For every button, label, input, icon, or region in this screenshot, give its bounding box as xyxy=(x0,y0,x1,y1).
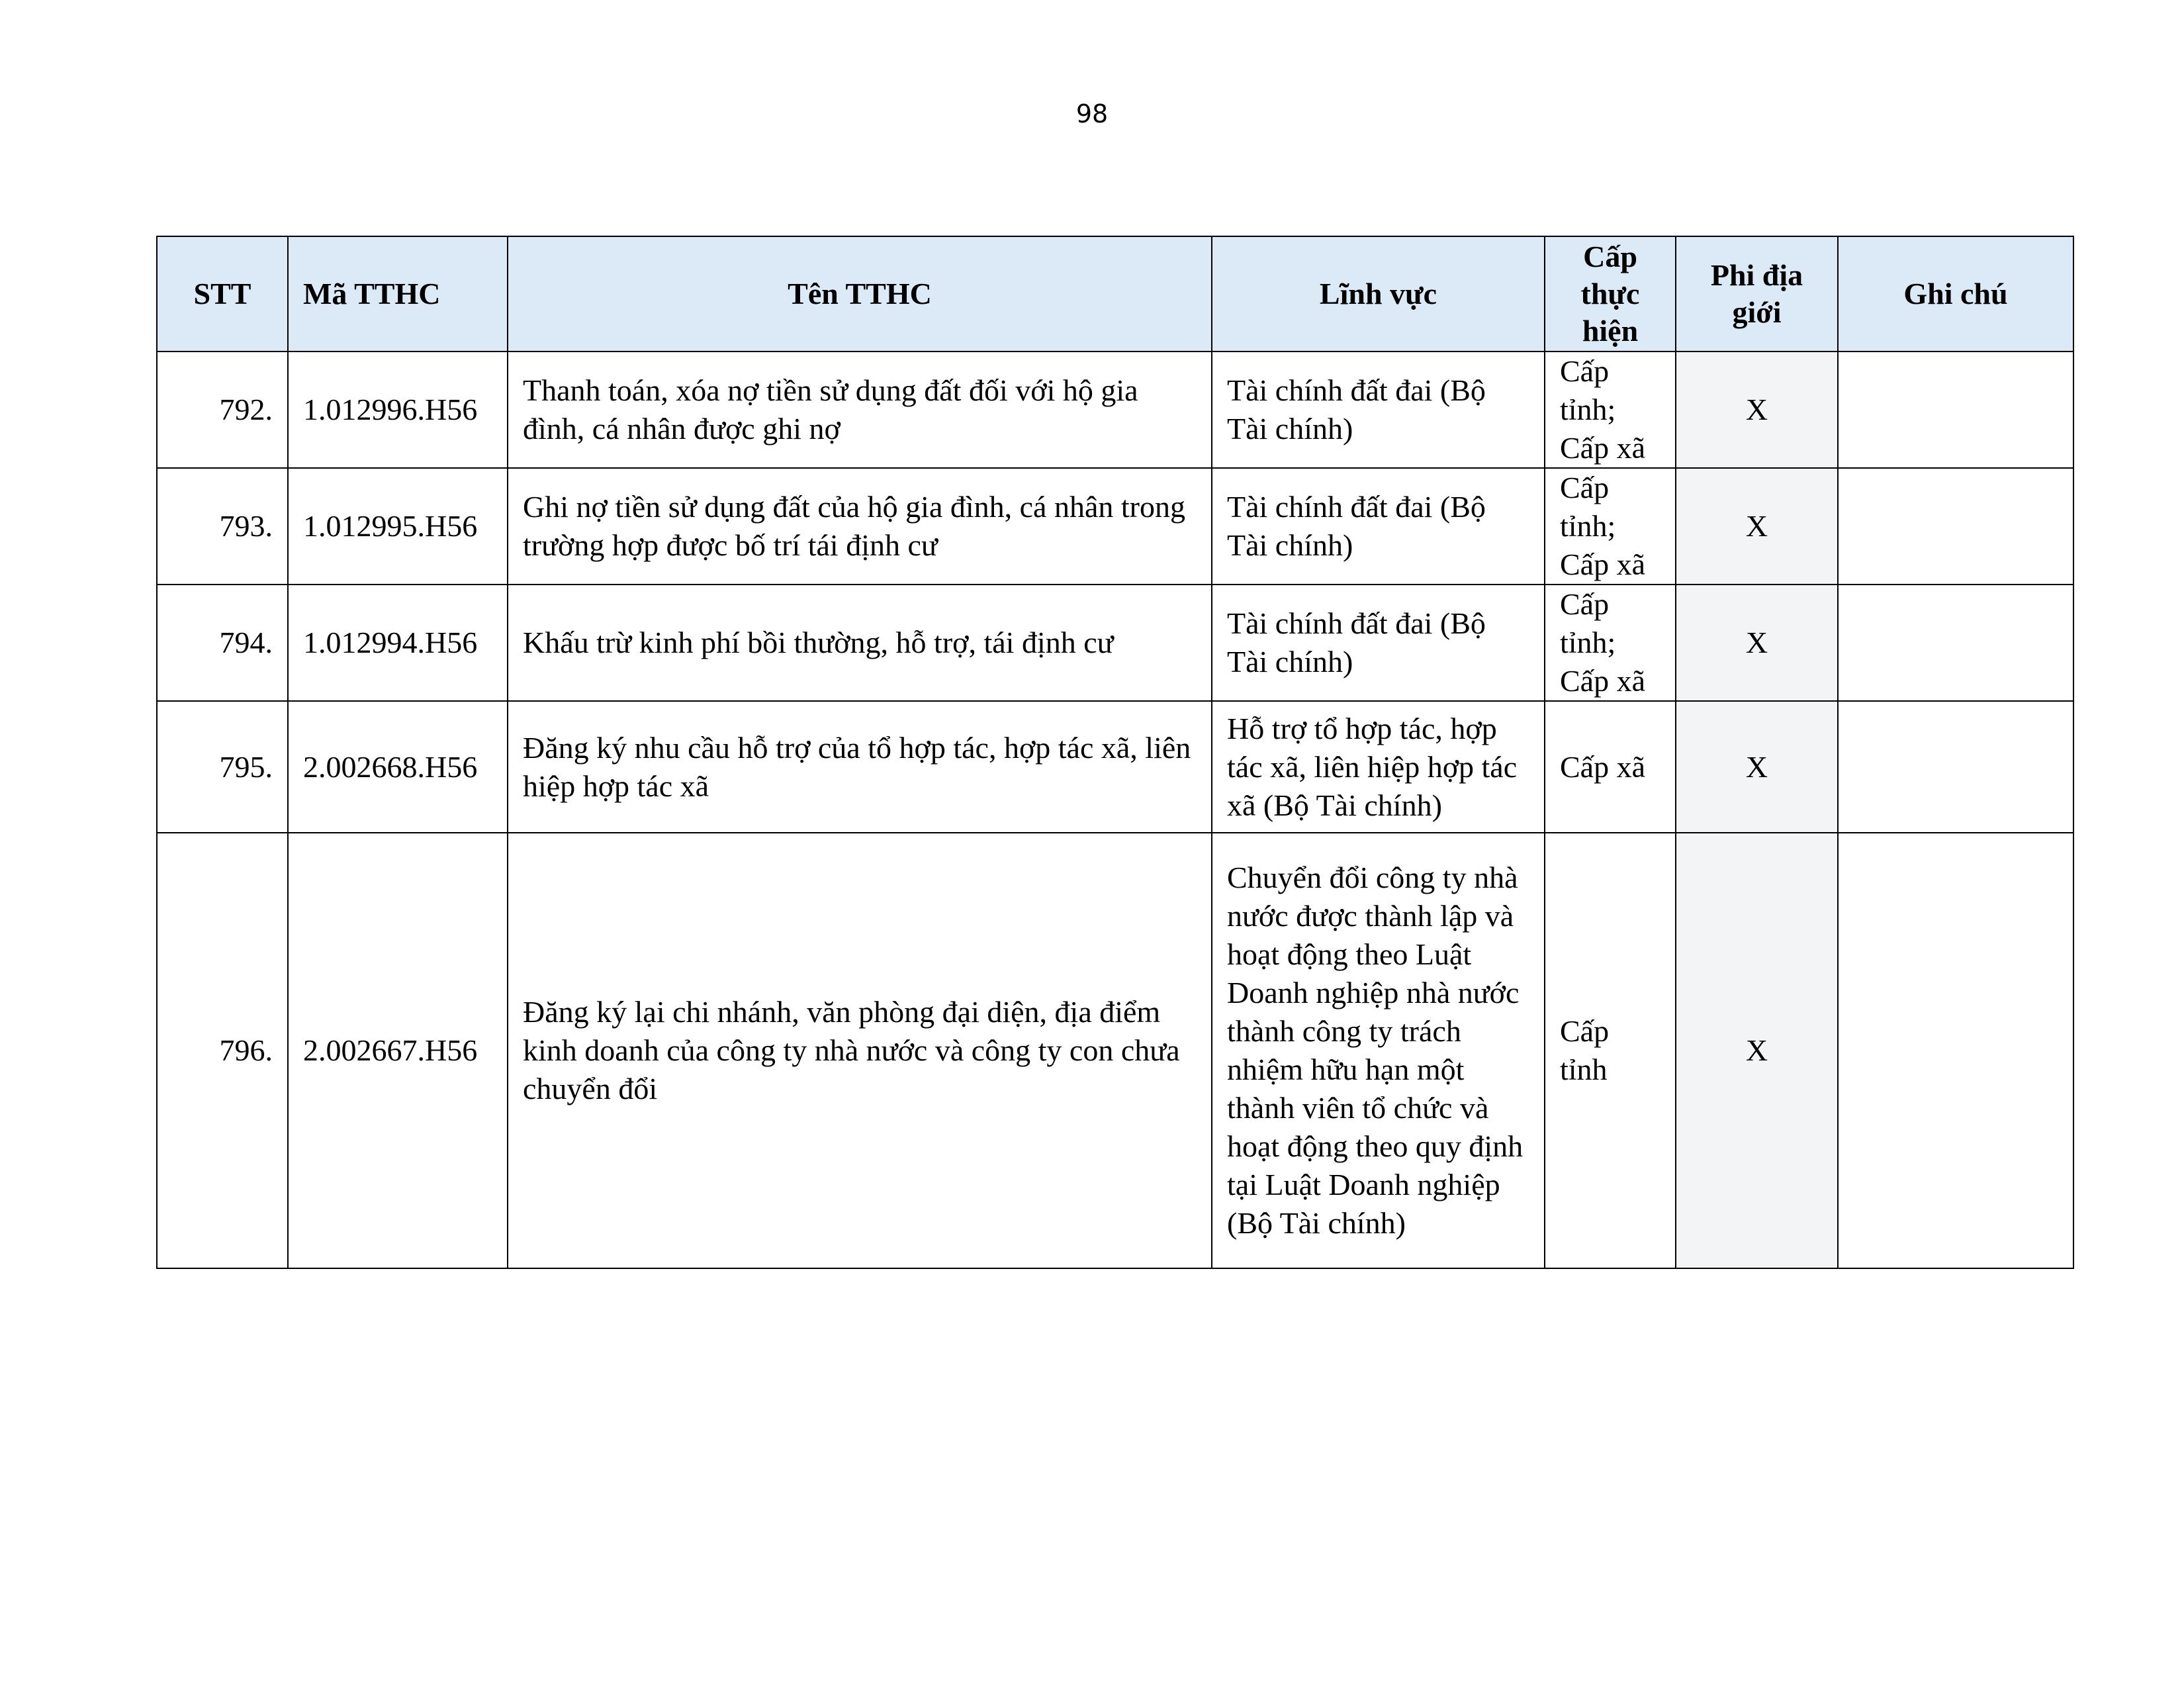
cell-level: Cấp tỉnh; Cấp xã xyxy=(1545,585,1676,701)
cell-non-boundary: X xyxy=(1676,585,1838,701)
cell-level: Cấp tỉnh; Cấp xã xyxy=(1545,352,1676,468)
cell-stt: 793. xyxy=(157,468,288,585)
cell-stt: 795. xyxy=(157,701,288,833)
cell-name: Đăng ký lại chi nhánh, văn phòng đại diện, địa điểm kinh doanh của công ty nhà nước và công ty con chưa chuyển đổi xyxy=(508,833,1212,1268)
cell-stt: 794. xyxy=(157,585,288,701)
cell-note xyxy=(1838,585,2073,701)
header-stt: STT xyxy=(157,236,288,352)
cell-non-boundary: X xyxy=(1676,701,1838,833)
cell-note xyxy=(1838,468,2073,585)
cell-code: 2.002667.H56 xyxy=(288,833,508,1268)
cell-non-boundary: X xyxy=(1676,468,1838,585)
cell-field: Tài chính đất đai (Bộ Tài chính) xyxy=(1212,352,1545,468)
header-field: Lĩnh vực xyxy=(1212,236,1545,352)
table-row xyxy=(157,352,2073,468)
header-code: Mã TTHC xyxy=(288,236,508,352)
cell-note xyxy=(1838,701,2073,833)
table-header-row xyxy=(157,236,2073,352)
cell-stt: 796. xyxy=(157,833,288,1268)
cell-field: Tài chính đất đai (Bộ Tài chính) xyxy=(1212,585,1545,701)
cell-stt: 792. xyxy=(157,352,288,468)
page-number: 98 xyxy=(1075,99,1109,128)
table-row xyxy=(157,585,2073,701)
cell-name: Ghi nợ tiền sử dụng đất của hộ gia đình, cá nhân trong trường hợp được bố trí tái định cư xyxy=(508,468,1212,585)
header-note: Ghi chú xyxy=(1838,236,2073,352)
cell-note xyxy=(1838,833,2073,1268)
cell-code: 1.012996.H56 xyxy=(288,352,508,468)
header-non-boundary: Phi địa giới xyxy=(1676,236,1838,352)
cell-code: 1.012995.H56 xyxy=(288,468,508,585)
cell-field: Tài chính đất đai (Bộ Tài chính) xyxy=(1212,468,1545,585)
table-row xyxy=(157,701,2073,833)
cell-non-boundary: X xyxy=(1676,833,1838,1268)
cell-code: 1.012994.H56 xyxy=(288,585,508,701)
cell-field: Hỗ trợ tổ hợp tác, hợp tác xã, liên hiệp hợp tác xã (Bộ Tài chính) xyxy=(1212,701,1545,833)
cell-field: Chuyển đổi công ty nhà nước được thành lập và hoạt động theo Luật Doanh nghiệp nhà nước thành công ty trách nhiệm hữu hạn một thành viên tổ chức và hoạt động theo quy định tại Luật Doanh nghiệp (Bộ Tài chính) xyxy=(1212,833,1545,1268)
cell-name: Đăng ký nhu cầu hỗ trợ của tổ hợp tác, hợp tác xã, liên hiệp hợp tác xã xyxy=(508,701,1212,833)
header-name: Tên TTHC xyxy=(508,236,1212,352)
cell-level: Cấp xã xyxy=(1545,701,1676,833)
procedures-table xyxy=(156,236,2074,1269)
cell-non-boundary: X xyxy=(1676,352,1838,468)
cell-code: 2.002668.H56 xyxy=(288,701,508,833)
header-level: Cấp thực hiện xyxy=(1545,236,1676,352)
cell-level: Cấp tỉnh; Cấp xã xyxy=(1545,468,1676,585)
table-row xyxy=(157,468,2073,585)
cell-level: Cấp tỉnh xyxy=(1545,833,1676,1268)
cell-note xyxy=(1838,352,2073,468)
cell-name: Thanh toán, xóa nợ tiền sử dụng đất đối với hộ gia đình, cá nhân được ghi nợ xyxy=(508,352,1212,468)
cell-name: Khấu trừ kinh phí bồi thường, hỗ trợ, tái định cư xyxy=(508,585,1212,701)
table-row xyxy=(157,833,2073,1268)
